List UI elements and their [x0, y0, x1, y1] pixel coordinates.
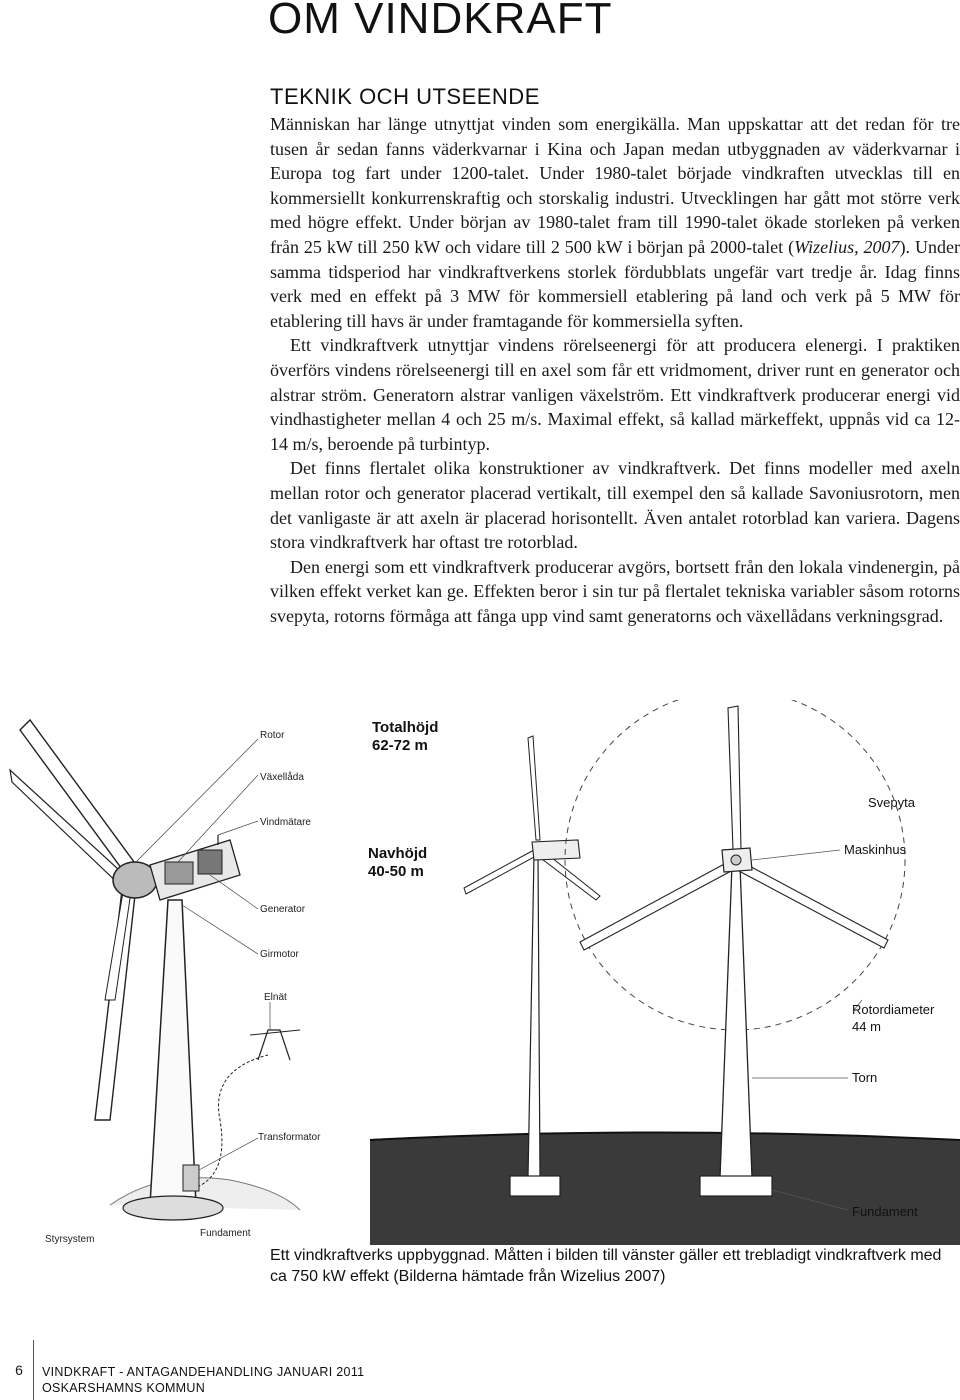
- small-turbine-blade-2: [464, 850, 536, 894]
- paragraph-1-end: ). Under samma tidsperiod har vindkraftverkens storlek fördubblats ungefär vart tredje år. Idag finns verk med en effekt på 3 MW för kommersiell etablering på land och verk på 5 MW för etablering till havs är under framtagande för kommersiella syften.: [270, 236, 960, 331]
- ground: [370, 1133, 960, 1246]
- paragraph-3: Det finns flertalet olika konstruktioner av vindkraftverk. Det finns modeller med axeln mellan rotor och generator placerad vertikalt, till exempel den så kallade Savoniusrotorn, men det vanligaste är att axeln är placerad horisontellt. Även antalet rotorblad kan variera. Dagens stora vindkraftverk har oftast tre rotorblad.: [270, 458, 960, 553]
- nacelle-label: Maskinhus: [844, 842, 907, 857]
- foundation: [123, 1196, 223, 1220]
- turbine-dimension-diagram: [368, 700, 960, 1245]
- label-gearbox: Växellåda: [260, 772, 304, 783]
- leader-nacelle: [752, 850, 840, 860]
- citation: Wizelius, 2007: [794, 236, 900, 257]
- label-foundation-left: Fundament: [200, 1228, 251, 1239]
- tower-label: Torn: [852, 1070, 878, 1085]
- swept-area-label: Svepyta: [868, 795, 915, 810]
- turbine-cutaway-illustration: [10, 720, 300, 1220]
- leader-yaw: [182, 905, 258, 954]
- transformer-box: [183, 1165, 199, 1191]
- figure-caption: Ett vindkraftverks uppbyggnad. Måtten i bilden till vänster gäller ett trebladigt vindkraftverk med ca 750 kW effekt (Bilderna hämtade från Wizelius 2007): [270, 1247, 942, 1285]
- large-turbine-tower: [720, 865, 752, 1178]
- label-anemometer: Vindmätare: [260, 817, 311, 828]
- large-turbine-hub: [731, 855, 741, 865]
- leader-rotor: [135, 739, 258, 863]
- small-turbine: [464, 736, 600, 1196]
- large-turbine-blade-2: [580, 862, 733, 950]
- foundation-label-right: Fundament: [852, 1204, 918, 1219]
- page-number: 6: [15, 1362, 23, 1378]
- footer-divider: [33, 1340, 34, 1400]
- label-transformer: Transformator: [258, 1132, 321, 1143]
- footer-line-1: VINDKRAFT - ANTAGANDEHANDLING JANUARI 2011: [42, 1365, 365, 1379]
- page-title: OM VINDKRAFT: [268, 0, 613, 43]
- large-turbine-blade-3: [737, 862, 888, 948]
- label-control: Styrsystem: [45, 1234, 95, 1245]
- leader-transformer: [199, 1138, 258, 1170]
- gearbox-shape: [165, 862, 193, 884]
- paragraph-4: Den energi som ett vindkraftverk producerar avgörs, bortsett från den lokala vindenergin, på vilken effekt verket kan ge. Effekten beror i sin tur på flertalet tekniska variabler såsom rotorns svepyta, rotorns förmåga att fånga upp vind samt generatorns och växellådans verkningsgrad.: [270, 556, 960, 626]
- footer-line-2: OSKARSHAMNS KOMMUN: [42, 1381, 206, 1395]
- section-heading: TEKNIK OCH UTSEENDE: [270, 84, 540, 109]
- small-turbine-blade-1: [528, 736, 540, 840]
- small-turbine-tower: [528, 855, 540, 1178]
- footer-text: [42, 1364, 364, 1396]
- label-rotor: Rotor: [260, 730, 285, 741]
- small-turbine-foundation: [510, 1176, 560, 1196]
- leader-generator: [210, 875, 258, 909]
- generator-shape: [198, 850, 222, 874]
- rotor-diameter-label: Rotordiameter: [852, 1002, 935, 1017]
- figures-svg: [0, 700, 960, 1245]
- label-grid: Elnät: [264, 992, 287, 1003]
- hub-height-value: 40-50 m: [368, 863, 424, 880]
- grid-pylon-arm: [250, 1030, 300, 1035]
- nacelle: [150, 840, 240, 900]
- blade-lower: [95, 890, 135, 1120]
- figures: [0, 700, 960, 1245]
- large-turbine-foundation: [700, 1176, 772, 1196]
- tower: [150, 900, 196, 1205]
- rotor-diameter-value: 44 m: [852, 1019, 881, 1034]
- small-turbine-nacelle: [532, 840, 580, 860]
- paragraph-2: Ett vindkraftverk utnyttjar vindens rörelseenergi för att producera elenergi. I praktiken överförs vindens rörelseenergi till en axel som får ett vridmoment, driver runt en generator och alstrar ström. Generatorn alstrar vanligen växelström. Ett vindkraftverk producerar energi vid vindhastigheter mellan 4 och 25 m/s. Maximal effekt, så kallad märkeffekt, uppnås vid ca 12-14 m/s, beroende på turbintyp.: [270, 335, 960, 454]
- total-height-label: Totalhöjd: [372, 719, 439, 736]
- large-turbine-blade-1: [728, 706, 741, 850]
- hub-height-label: Navhöjd: [368, 845, 428, 862]
- grid-pylon: [258, 1030, 290, 1060]
- leader-anemometer: [218, 821, 258, 835]
- label-yaw: Girmotor: [260, 949, 299, 960]
- body-text: [270, 112, 960, 628]
- paragraph-1-start: Människan har länge utnyttjat vinden som energikälla. Man uppskattar att det redan för tre tusen år sedan fanns väderkvarnar i Kina och Japan medan utbyggnaden av väderkvarnar i Europa tog fart under 1200-talet. Under 1980-talet började vindkraften utvecklas till en kommersiellt konkurrenskraftig och storskalig industri. Utvecklingen har gått mot större verk med högre effekt. Under början av 1980-talet fram till 1990-talet ökade storleken på verken från 25 kW till 250 kW och vidare till 2 500 kW i början på 2000-talet (: [270, 114, 960, 257]
- total-height-value: 62-72 m: [372, 737, 428, 754]
- label-generator: Generator: [260, 904, 306, 915]
- paragraph-1: [270, 112, 960, 333]
